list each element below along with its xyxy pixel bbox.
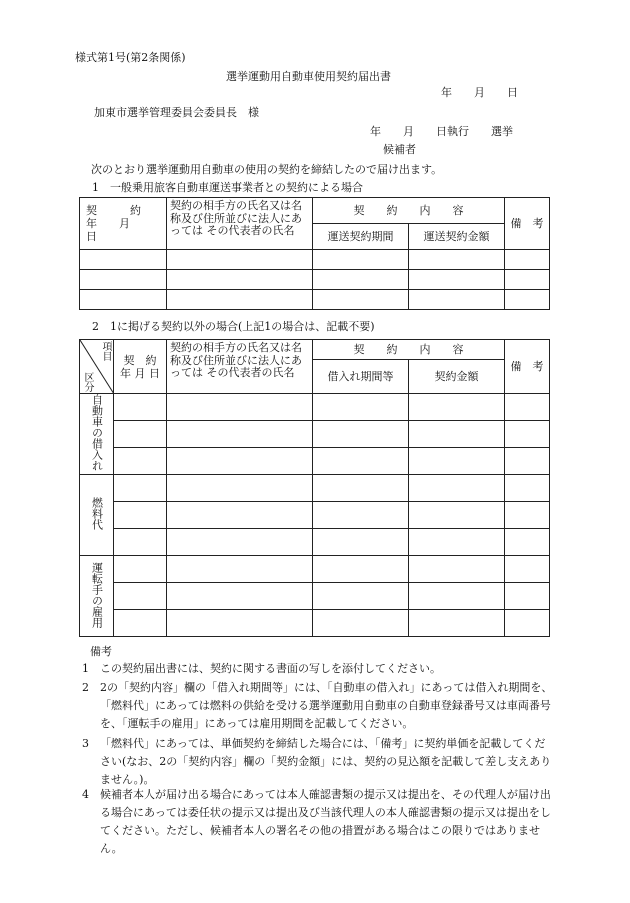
election-line: 年 月 日執行 選挙 <box>370 125 513 138</box>
note-item <box>82 660 554 678</box>
s2-cell[interactable] <box>409 421 505 448</box>
s2-date-header <box>114 340 167 394</box>
form-number: 様式第1号(第2条関係) <box>75 51 186 64</box>
s2-cell[interactable] <box>114 529 167 556</box>
note-number: 1 <box>82 662 89 675</box>
s2-cell[interactable] <box>505 556 550 583</box>
s2-cell[interactable] <box>167 556 313 583</box>
s2-period-header: 借入れ期間等 <box>313 360 409 394</box>
s1-cell[interactable] <box>167 250 313 270</box>
s2-cell[interactable] <box>114 610 167 637</box>
s2-cell[interactable] <box>313 475 409 502</box>
note-text: 候補者本人が届け出る場合にあっては本人確認書類の提示又は提出を、その代理人が届け出る場合にあっては委任状の提示又は提出及び当該代理人の本人確認書類の提示又は提出をしてください。ただし、候補者本人の署名その他の措置がある場合はこの限りではありません。 <box>100 788 551 855</box>
s1-cell[interactable] <box>505 250 550 270</box>
note-text: 2の「契約内容」欄の「借入れ期間等」には、「自動車の借入れ」にあっては借入れ期間を、「燃料代」にあっては燃料の供給を受ける選挙運動用自動車の自動車登録番号又は車両番号を、「運転手の雇用」にあっては雇用期間を記載してください。 <box>100 681 553 730</box>
s2-cell[interactable] <box>167 610 313 637</box>
s2-cell[interactable] <box>409 583 505 610</box>
section1-heading: 1 一般乗用旅客自動車運送事業者との契約による場合 <box>92 181 363 194</box>
group-label-car-rental <box>80 394 114 475</box>
group-label-fuel <box>80 475 114 556</box>
s1-cell[interactable] <box>167 290 313 310</box>
s1-cell[interactable] <box>409 290 505 310</box>
s2-cell[interactable] <box>409 394 505 421</box>
s2-cell[interactable] <box>313 394 409 421</box>
s1-cell[interactable] <box>80 250 167 270</box>
s2-cell[interactable] <box>409 448 505 475</box>
s2-diag-top: 項目 <box>100 341 111 361</box>
s1-cell[interactable] <box>505 270 550 290</box>
table-row <box>80 250 550 270</box>
notes-heading: 備考 <box>90 645 112 658</box>
note-number: 4 <box>82 788 89 801</box>
s2-cell[interactable] <box>505 610 550 637</box>
s2-cell[interactable] <box>114 475 167 502</box>
s1-cell[interactable] <box>167 270 313 290</box>
table-row <box>80 290 550 310</box>
s1-party-header: 契約の相手方の氏名又は名称及び住所並びに法人にあっては その代表者の氏名 <box>167 198 313 250</box>
s2-cell[interactable] <box>313 583 409 610</box>
s2-cell[interactable] <box>505 475 550 502</box>
s2-diag-bottom: 区分 <box>82 372 93 392</box>
note-item <box>82 679 554 733</box>
s1-cell[interactable] <box>313 270 409 290</box>
group-label-text: 運転手の雇用 <box>90 561 104 628</box>
note-item <box>82 735 554 789</box>
s2-date-bottom: 年 月 日 <box>120 366 160 380</box>
s1-date-bottom: 年 月 日 <box>86 217 152 243</box>
s2-cell[interactable] <box>505 529 550 556</box>
s1-cell[interactable] <box>409 270 505 290</box>
candidate-label: 候補者 <box>383 143 416 156</box>
s2-cell[interactable] <box>505 502 550 529</box>
s2-cell[interactable] <box>313 556 409 583</box>
s2-cell[interactable] <box>114 502 167 529</box>
intro-text: 次のとおり選挙運動用自動車の使用の契約を締結したので届け出ます。 <box>91 163 443 176</box>
s1-date-header <box>80 198 167 250</box>
note-number: 2 <box>82 681 89 694</box>
s2-cell[interactable] <box>505 583 550 610</box>
s1-contents-header: 契 約 内 容 <box>313 198 505 224</box>
note-text: この契約届出書には、契約に関する書面の写しを添付してください。 <box>100 662 441 675</box>
group-label-text: 自動車の借入れ <box>90 394 104 471</box>
s2-cell[interactable] <box>313 421 409 448</box>
s1-cell[interactable] <box>313 290 409 310</box>
note-item <box>82 786 554 858</box>
s2-cell[interactable] <box>409 610 505 637</box>
s1-cell[interactable] <box>80 290 167 310</box>
s2-cell[interactable] <box>505 421 550 448</box>
s1-period-header: 運送契約期間 <box>313 224 409 250</box>
s2-cell[interactable] <box>313 448 409 475</box>
s1-cell[interactable] <box>313 250 409 270</box>
s2-contents-header: 契 約 内 容 <box>313 340 505 360</box>
s2-diagonal-header <box>80 340 114 394</box>
s2-cell[interactable] <box>114 556 167 583</box>
s2-cell[interactable] <box>505 448 550 475</box>
s2-date-top: 契 約 <box>123 353 157 367</box>
s2-cell[interactable] <box>114 421 167 448</box>
section2-heading: 2 1に掲げる契約以外の場合(上記1の場合は、記載不要) <box>92 320 375 333</box>
document-title: 選挙運動用自動車使用契約届出書 <box>226 70 391 83</box>
s2-cell[interactable] <box>114 394 167 421</box>
table-row <box>80 270 550 290</box>
s2-cell[interactable] <box>505 394 550 421</box>
s2-cell[interactable] <box>167 529 313 556</box>
note-number: 3 <box>82 737 89 750</box>
s2-amount-header: 契約金額 <box>409 360 505 394</box>
group-label-driver <box>80 556 114 637</box>
s1-amount-header: 運送契約金額 <box>409 224 505 250</box>
s2-cell[interactable] <box>167 502 313 529</box>
s2-remarks-header: 備 考 <box>505 340 550 394</box>
group-label-text: 燃料代 <box>90 497 104 530</box>
section1-table <box>79 197 550 310</box>
s1-cell[interactable] <box>80 270 167 290</box>
submission-date: 年 月 日 <box>441 86 518 99</box>
addressee: 加東市選挙管理委員会委員長 様 <box>94 106 259 119</box>
s1-remarks-header: 備 考 <box>505 198 550 250</box>
s2-cell[interactable] <box>409 529 505 556</box>
note-text: 「燃料代」にあっては、単価契約を締結した場合には、「備考」に契約単価を記載してください(なお、2の「契約内容」欄の「契約金額」には、契約の見込額を記載して差し支えありません。)。 <box>100 737 552 786</box>
s2-cell[interactable] <box>313 502 409 529</box>
s2-cell[interactable] <box>114 583 167 610</box>
s2-cell[interactable] <box>167 394 313 421</box>
s1-cell[interactable] <box>409 250 505 270</box>
s2-cell[interactable] <box>167 475 313 502</box>
section2-table <box>79 339 550 637</box>
s2-cell[interactable] <box>167 421 313 448</box>
s1-cell[interactable] <box>505 290 550 310</box>
s2-cell[interactable] <box>409 556 505 583</box>
s2-cell[interactable] <box>114 448 167 475</box>
s2-cell[interactable] <box>313 529 409 556</box>
s2-cell[interactable] <box>167 583 313 610</box>
s2-party-header: 契約の相手方の氏名又は名称及び住所並びに法人にあっては その代表者の氏名 <box>167 340 313 394</box>
s2-cell[interactable] <box>409 502 505 529</box>
s2-cell[interactable] <box>409 475 505 502</box>
s2-cell[interactable] <box>167 448 313 475</box>
s2-cell[interactable] <box>313 610 409 637</box>
s1-date-top: 契 約 <box>86 204 141 217</box>
